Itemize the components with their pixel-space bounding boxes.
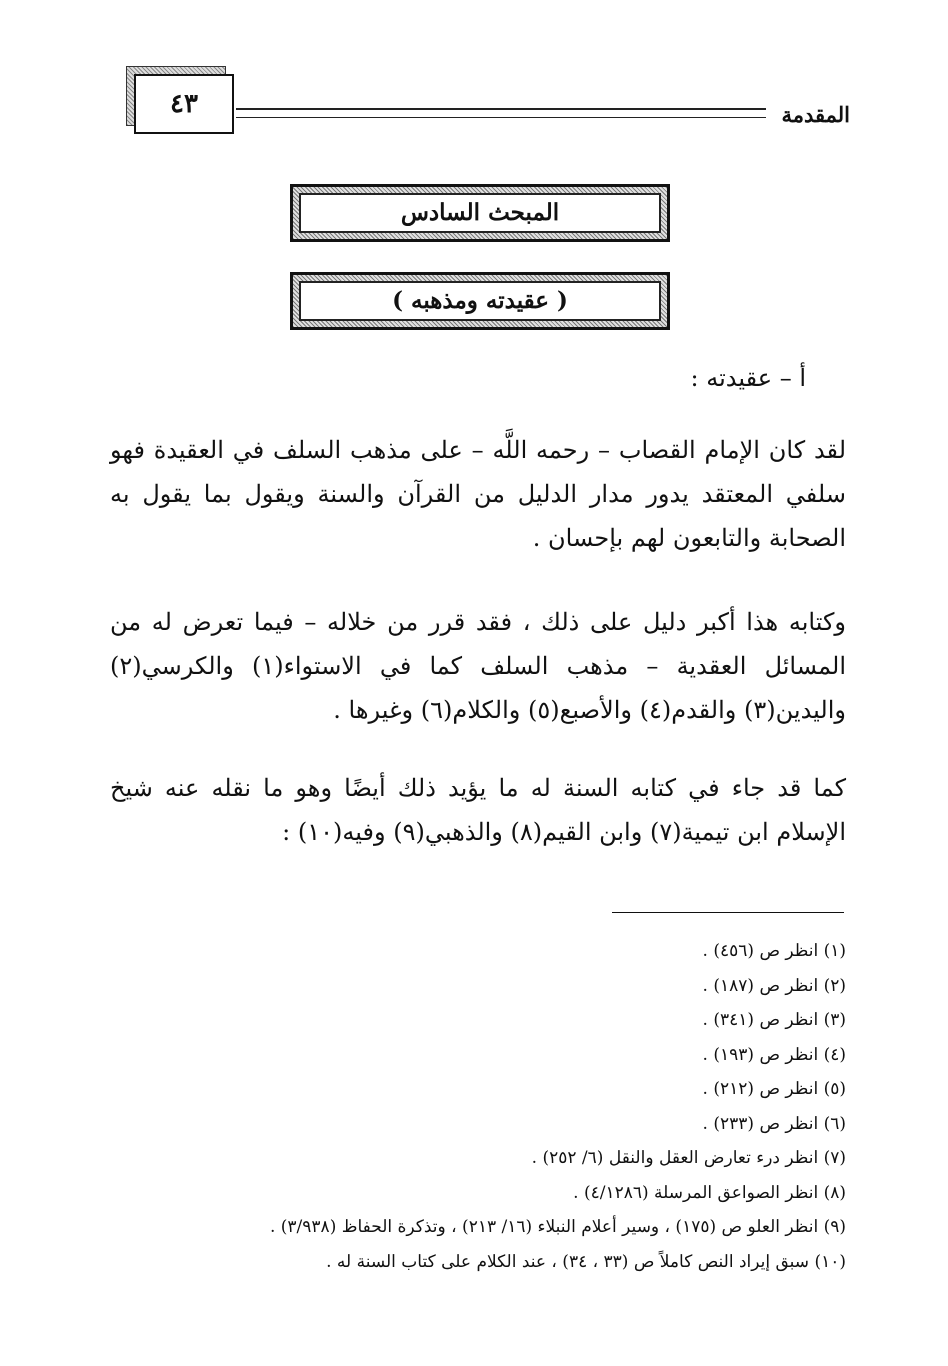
chapter-title-frame xyxy=(290,184,670,242)
footnote: (٩) انظر العلو ص (١٧٥) ، وسير أعلام النبلاء (١٦/ ٢١٣) ، وتذكرة الحفاظ (٣/٩٣٨) . xyxy=(269,1217,846,1237)
footnote: (٧) انظر درء تعارض العقل والنقل (٦/ ٢٥٢) . xyxy=(531,1148,846,1168)
footnote: (١) انظر ص (٤٥٦) . xyxy=(702,941,846,961)
topic-title-frame xyxy=(290,272,670,330)
page-number: ٤٣ xyxy=(134,74,234,134)
section-label: المقدمة xyxy=(781,102,850,127)
header-rule xyxy=(236,108,766,118)
chapter-title: المبحث السادس xyxy=(299,193,661,233)
subheading: أ – عقيدته : xyxy=(690,364,806,392)
footnote: (٦) انظر ص (٢٣٣) . xyxy=(702,1113,846,1134)
paragraph: كما قد جاء في كتابه السنة له ما يؤيد ذلك أيضًا وهو ما نقله عنه شيخ الإسلام ابن تيمية(٧) وابن القيم(٨) والذهبي(٩) وفيه(١٠) : xyxy=(110,774,846,846)
footnote: (٢) انظر ص (١٨٧) . xyxy=(702,975,846,996)
footnote-rule xyxy=(612,912,844,913)
paragraph: وكتابه هذا أكبر دليل على ذلك ، فقد قرر من خلاله – فيما تعرض له من المسائل العقدية – مذهب السلف كما في الاستواء(١) والكرسي(٢) واليدين(٣) والقدم(٤) والأصبع(٥) والكلام(٦) وغيرها . xyxy=(110,608,846,724)
footnotes xyxy=(100,934,846,1279)
footnote: (٨) انظر الصواعق المرسلة (٤/١٢٨٦) . xyxy=(573,1182,846,1203)
footnote: (٤) انظر ص (١٩٣) . xyxy=(702,1044,846,1065)
footnote: (٥) انظر ص (٢١٢) . xyxy=(702,1079,846,1099)
footnote: (٣) انظر ص (٣٤١) . xyxy=(702,1010,846,1030)
topic-title: ( عقيدته ومذهبه ) xyxy=(299,281,661,321)
paragraph: لقد كان الإمام القصاب – رحمه اللَّه – على مذهب السلف في العقيدة فهو سلفي المعتقد يدور مدار الدليل من القرآن والسنة ويقول بما يقول به الصحابة والتابعون لهم بإحسان . xyxy=(110,436,846,552)
page-number-box xyxy=(126,66,232,132)
footnote: (١٠) سبق إيراد النص كاملاً ص (٣٣ ، ٣٤) ، عند الكلام على كتاب السنة له . xyxy=(326,1251,846,1272)
